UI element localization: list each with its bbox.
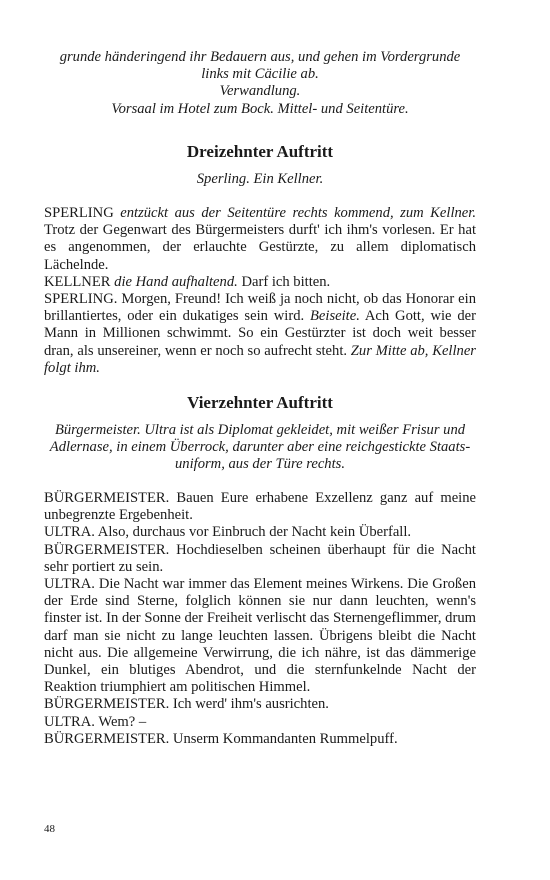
- speech: Morgen, Freund! Ich weiß ja noch nicht, ob das Honorar ein brillantiertes, oder ein dukatiges sein wird.: [44, 291, 476, 325]
- dialogue-line: ULTRA. Die Nacht war immer das Element meines Wirkens. Die Großen der Erde sind Sterne, folglich können sie nur dann leuchten, wenn's finster ist. In der Sonne der Freiheit verlischt das Sternengeflimmer, drum darf man sie nicht zu lange leuchten lassen. Übrigens bleibt die Nacht nicht aus. Die allgemeine Verwirrung, die ich nähre, ist das dämmerige Dunkel, ein blutiges Abendrot, und die sternfunkelnde Nacht der Reaktion triumphiert am politischen Himmel.: [44, 576, 476, 696]
- stage-direction: Beiseite.: [310, 308, 360, 325]
- scene-13-dialogue: [44, 205, 476, 377]
- dialogue-line: BÜRGERMEISTER. Ich werd' ihm's ausrichten.: [44, 696, 329, 713]
- direction-line: grunde händeringend ihr Bedauern aus, und gehen im Vordergrunde: [59, 49, 461, 65]
- speech: Darf ich bitten.: [241, 273, 331, 290]
- dialogue-line: ULTRA. Wem? –: [44, 713, 147, 730]
- scene-persons-14: Bürgermeister. Ultra ist als Diplomat gekleidet, mit weißer Frisur und Adlernase, in einem Überrock, darunter aber eine reichgestickte Staats-uniform, aus der Türe rechts.: [49, 422, 471, 473]
- speaker: KELLNER: [44, 273, 111, 290]
- dialogue-line: ULTRA. Also, durchaus vor Einbruch der Nacht kein Überfall.: [44, 524, 412, 541]
- scene-heading-14: Vierzehnter Auftritt: [187, 393, 333, 412]
- page-number: 48: [44, 823, 55, 835]
- speaker: SPERLING: [44, 205, 114, 221]
- dialogue-line: BÜRGERMEISTER. Unserm Kommandanten Rummelpuff.: [44, 730, 398, 747]
- direction-line: links mit Cäcilie ab.: [201, 66, 319, 83]
- dialogue-line: [44, 274, 476, 291]
- dialogue-line: [44, 205, 476, 274]
- stage-direction: die Hand aufhaltend.: [114, 273, 238, 290]
- scene-change: Verwandlung.: [219, 83, 301, 100]
- dialogue-line: BÜRGERMEISTER. Bauen Eure erhabene Exzellenz ganz auf meine unbegrenzte Ergebenheit.: [44, 490, 476, 524]
- stage-direction: Zur Mitte ab, Kellner folgt ihm.: [44, 342, 476, 376]
- scene-persons-13: Sperling. Ein Kellner.: [196, 171, 324, 187]
- stage-direction: entzückt aus der Seitentüre rechts kommend, zum Kellner.: [120, 205, 476, 221]
- setting-description: Vorsaal im Hotel zum Bock. Mittel- und Seitentüre.: [111, 100, 409, 117]
- scene-heading-13: Dreizehnter Auftritt: [186, 142, 334, 161]
- stage-direction-top: [44, 49, 476, 118]
- speech: Ach Gott, wie der Mann in Millionen schwimmt. So ein Gestürzter ist doch weit besser dran, als unsereiner, wenn er noch so aufrecht steht.: [44, 308, 477, 359]
- speech: Trotz der Gegenwart des Bürgermeisters durft' ich ihm's vorlesen. Er hat es angenommen, der erlauchte Gestürzte, zu allem diplomatisch Lächelnde.: [44, 222, 476, 273]
- speaker: SPERLING.: [44, 291, 118, 308]
- dialogue-line: BÜRGERMEISTER. Hochdieselben scheinen überhaupt für die Nacht sehr portiert zu sein.: [44, 541, 476, 575]
- scene-14-dialogue: [44, 490, 476, 748]
- dialogue-line: [44, 291, 476, 377]
